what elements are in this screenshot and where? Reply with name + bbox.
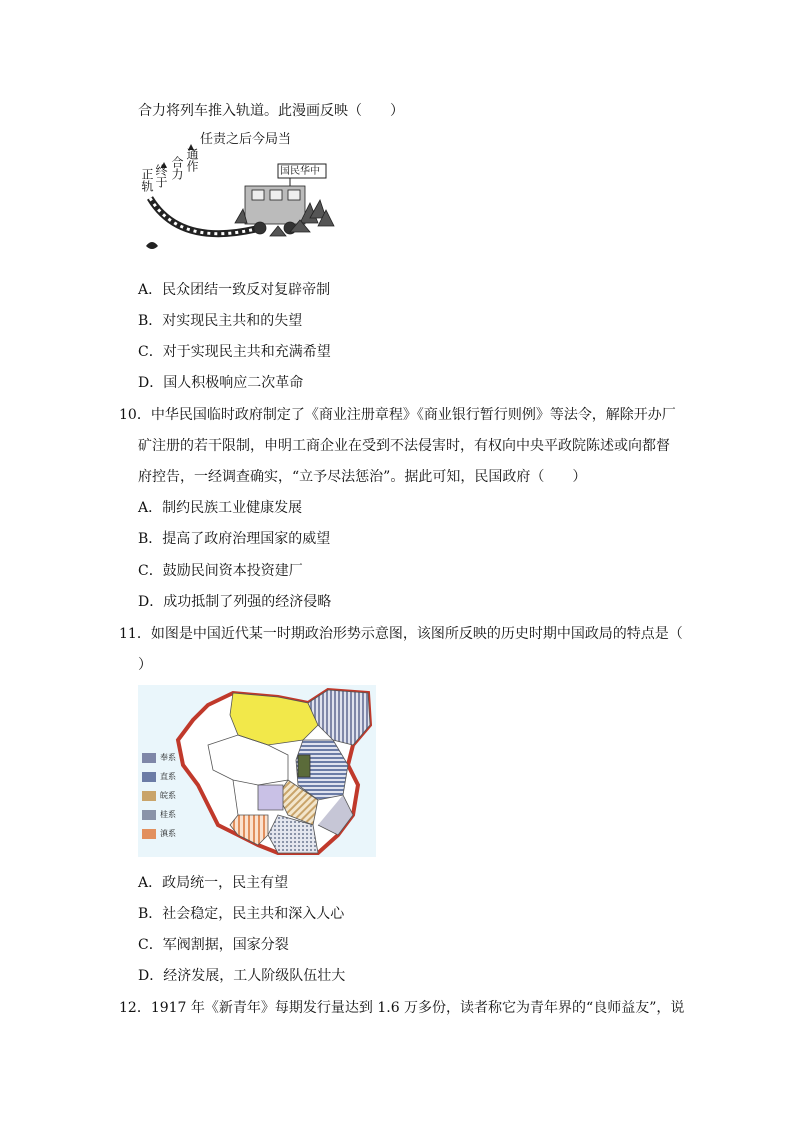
q10-stem-line2: 矿注册的若干限制，申明工商企业在受到不法侵害时，有权向中央平政院陈述或向都督 <box>138 438 670 454</box>
q9-cartoon <box>140 128 340 260</box>
q11-option-a: A．政局统一，民主有望 <box>138 875 289 891</box>
q10-option-d: D．成功抵制了列强的经济侵略 <box>138 594 332 610</box>
legend-swatch-wanxi <box>142 791 156 801</box>
cartoon-caption-col1: 正轨 <box>140 168 154 192</box>
q10-option-b: B．提高了政府治理国家的威望 <box>138 531 331 547</box>
q9-stem-tail: 合力将列车推入轨道。此漫画反映（ ） <box>138 103 404 119</box>
q12-stem-line1: 12．1917 年《新青年》每期发行量达到 1.6 万多份，读者称它为青年界的“良师益友”，说 <box>119 1000 685 1016</box>
q11-political-map <box>138 685 376 857</box>
cartoon-sign: 国民华中 <box>280 166 320 177</box>
legend-label-fengxi: 奉系 <box>160 753 176 762</box>
legend-swatch-fengxi <box>142 753 156 763</box>
q11-option-c: C．军阀割据，国家分裂 <box>138 937 289 953</box>
q9-option-c: C．对于实现民主共和充满希望 <box>138 344 331 360</box>
legend-label-guixi: 桂系 <box>160 810 176 819</box>
q9-option-a: A．民众团结一致反对复辟帝制 <box>138 282 331 298</box>
cartoon-caption-col3: 合力 <box>170 156 184 180</box>
q11-stem-line1: 11．如图是中国近代某一时期政治形势示意图，该图所反映的历史时期中国政局的特点是（ <box>119 626 683 642</box>
legend-guixi <box>142 810 176 820</box>
legend-swatch-dianxi <box>142 829 156 839</box>
cartoon-caption-top: 任责之后今局当 <box>200 132 292 147</box>
q9-option-d: D．国人积极响应二次革命 <box>138 375 304 391</box>
q10-stem-line1: 10．中华民国临时政府制定了《商业注册章程》《商业银行暂行则例》等法令，解除开办厂 <box>119 407 676 423</box>
q11-stem-line2: ） <box>138 657 152 673</box>
legend-fengxi <box>142 753 176 763</box>
legend-wanxi <box>142 791 176 801</box>
legend-dianxi <box>142 829 176 839</box>
legend-label-zhixi: 直系 <box>160 772 176 781</box>
legend-label-dianxi: 滇系 <box>160 829 176 838</box>
q10-option-a: A．制约民族工业健康发展 <box>138 500 303 516</box>
q9-option-b: B．对实现民主共和的失望 <box>138 313 303 329</box>
q11-option-b: B．社会稳定，民主共和深入人心 <box>138 906 345 922</box>
legend-zhixi <box>142 772 176 782</box>
q10-stem-line3: 府控告，一经调查确实，“立予尽法惩治”。据此可知，民国政府（ ） <box>138 469 587 485</box>
cartoon-caption-col2: 终于 <box>154 164 168 188</box>
legend-label-wanxi: 皖系 <box>160 791 176 800</box>
cartoon-caption-col4: 通作 <box>185 148 199 172</box>
q10-option-c: C．鼓励民间资本投资建厂 <box>138 563 303 579</box>
legend-swatch-zhixi <box>142 772 156 782</box>
q11-option-d: D．经济发展，工人阶级队伍壮大 <box>138 968 346 984</box>
legend-swatch-guixi <box>142 810 156 820</box>
